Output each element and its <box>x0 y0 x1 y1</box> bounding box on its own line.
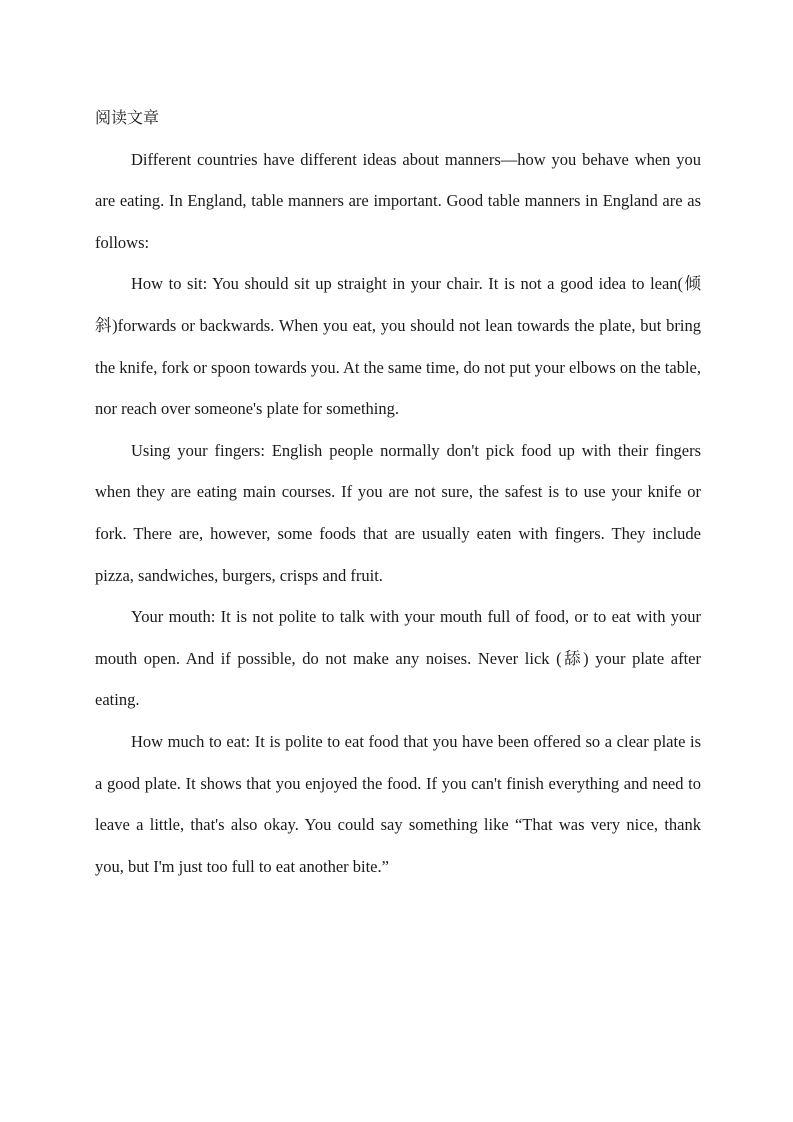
document-heading: 阅读文章 <box>95 108 160 127</box>
paragraph-how-to-sit: How to sit: You should sit up straight in your chair. It is not a good idea to lean(倾斜)forwards or backwards. When you eat, you should not lean towards the plate, but bring the knife, fork or spoon towards you. At the same time, do not put your elbows on the table, nor reach over someone's plate for something. <box>95 274 701 419</box>
paragraph-your-mouth: Your mouth: It is not polite to talk with your mouth full of food, or to eat with your mouth open. And if possible, do not make any noises. Never lick (舔) your plate after eating. <box>95 607 701 710</box>
paragraph-intro: Different countries have different ideas about manners—how you behave when you are eating. In England, table manners are important. Good table manners in England are as follows: <box>95 149 701 252</box>
paragraph-using-fingers: Using your fingers: English people normally don't pick food up with their fingers when they are eating main courses. If you are not sure, the safest is to use your knife or fork. There are, however, some foods that are usually eaten with fingers. They include pizza, sandwiches, burgers, crisps and fruit. <box>95 440 701 585</box>
paragraph-how-much-to-eat: How much to eat: It is polite to eat food that you have been offered so a clear plate is a good plate. It shows that you enjoyed the food. If you can't finish everything and need to leave a little, that's also okay. You could say something like “That was very nice, thank you, but I'm just too full to eat another bite.” <box>95 731 701 876</box>
document-body <box>95 97 701 887</box>
